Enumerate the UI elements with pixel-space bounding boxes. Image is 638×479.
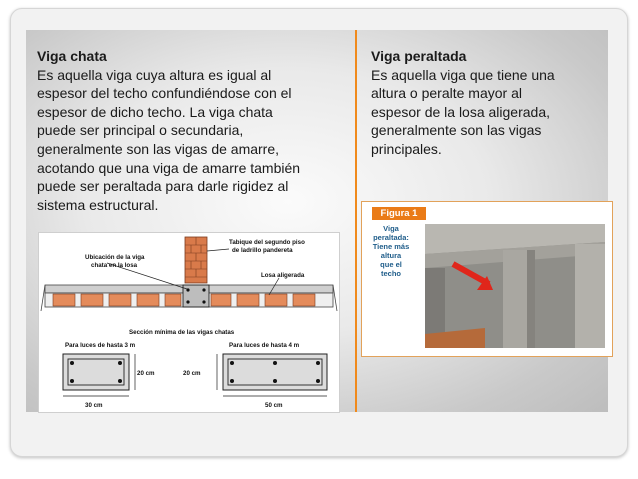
losa-aligerada [41, 285, 337, 311]
viga-chata-title: Viga chata [37, 48, 107, 64]
dim-width: 30 cm [85, 402, 103, 409]
viga-chata-text [37, 47, 347, 214]
viga-peraltada-text [371, 47, 597, 159]
beam-photo-svg [425, 224, 605, 348]
paragraph-line: principales. [371, 140, 442, 157]
note-line: peraltada: [373, 233, 409, 242]
figure-tag: Figura 1 [372, 207, 426, 220]
paragraph-line: Es aquella viga que tiene una [371, 66, 555, 83]
seccion-50cm [223, 354, 327, 390]
beam-photo [425, 224, 605, 348]
paragraph-line: puede ser principal o secundaria, [37, 122, 244, 139]
paragraph-line: puede ser peraltada para darle rigidez al [37, 178, 289, 195]
label-ubicacion: chata en la losa [91, 262, 138, 269]
label-luces-3: Para luces de hasta 3 m [65, 342, 136, 349]
note-line: que el [380, 260, 402, 269]
seccion-30cm [63, 354, 129, 390]
dim-width: 50 cm [265, 402, 283, 409]
paragraph-line: espesor de la losa aligerada, [371, 103, 551, 120]
paragraph-line: espesor de dicho techo. La viga chata [37, 103, 273, 120]
tabique-wall [185, 237, 207, 283]
viga-chata-diagram-svg [39, 233, 339, 412]
dim-height: 20 cm [137, 370, 155, 377]
paragraph-line: altura o peralte mayor al [371, 85, 522, 102]
viga-chata-diagram [38, 232, 340, 413]
label-tabique: Tabique del segundo piso [229, 239, 305, 246]
paragraph-line: generalmente son las vigas [371, 122, 542, 139]
note-line: altura [380, 251, 402, 260]
viga-peraltada-title: Viga peraltada [371, 48, 467, 64]
viga-peraltada-note [366, 224, 416, 278]
label-tabique: de ladrillo pandereta [232, 247, 293, 254]
note-line: techo [380, 269, 401, 278]
column-divider [355, 30, 357, 412]
leader-line [207, 249, 229, 251]
note-line: Tiene más [372, 242, 410, 251]
note-line: Viga [383, 224, 399, 233]
paragraph-line: acotando que una viga de amarre también [37, 159, 301, 176]
dim-height: 20 cm [183, 370, 201, 377]
label-losa: Losa aligerada [261, 272, 305, 279]
label-seccion: Sección mínima de las vigas chatas [129, 329, 235, 336]
paragraph-line: generalmente son las vigas de amarre, [37, 140, 280, 157]
paragraph-line: sistema estructural. [37, 196, 159, 213]
label-ubicacion: Ubicación de la viga [85, 254, 145, 261]
paragraph-line: espesor del techo confundiéndose con el [37, 85, 292, 102]
paragraph-line: Es aquella viga cuya altura es igual al [37, 66, 272, 83]
label-luces-4: Para luces de hasta 4 m [229, 342, 300, 349]
